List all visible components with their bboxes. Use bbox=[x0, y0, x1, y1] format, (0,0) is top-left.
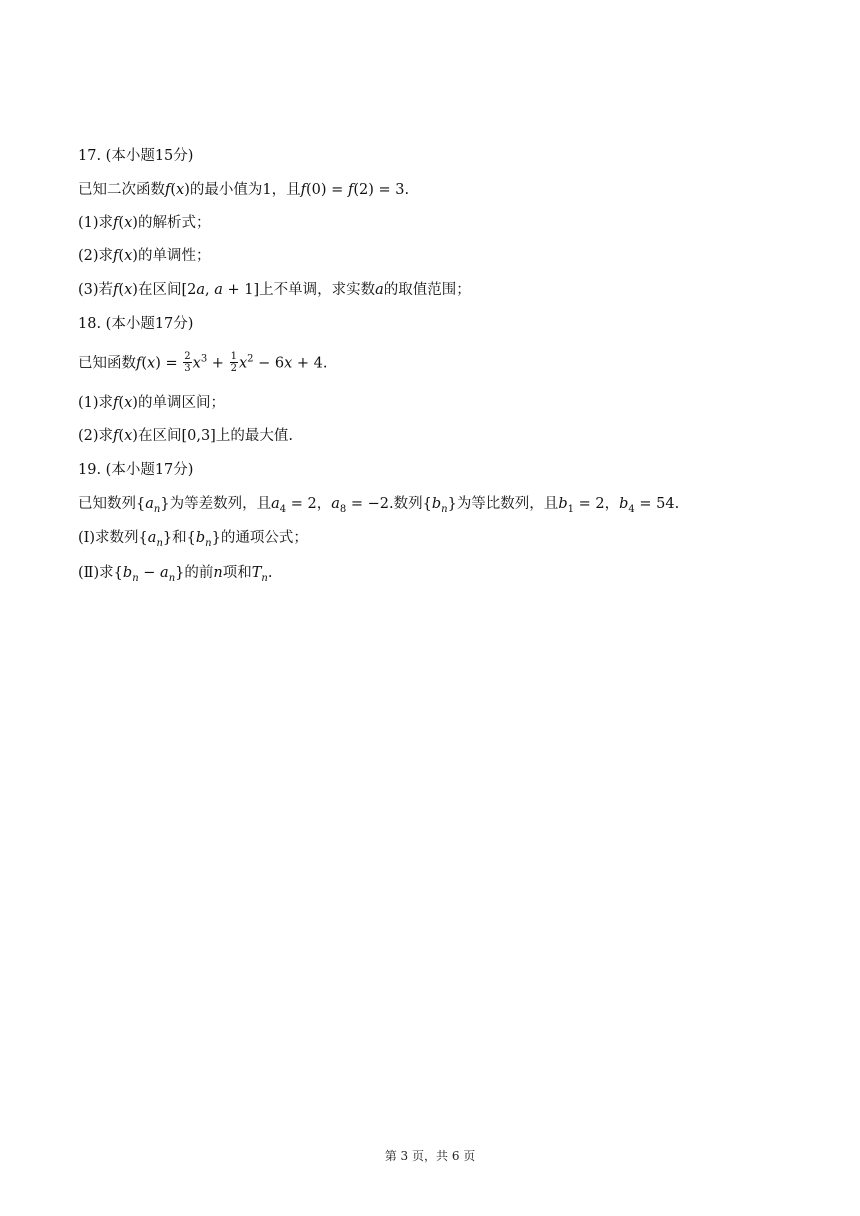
stem-text: . bbox=[404, 182, 410, 198]
stem-text: ， bbox=[316, 496, 332, 512]
question-text: 的解析式； bbox=[137, 215, 211, 231]
math-sub: 1 bbox=[567, 503, 574, 515]
problem-17-q2 bbox=[78, 246, 210, 266]
math-paren: ( bbox=[118, 428, 125, 444]
math-a: a bbox=[145, 496, 154, 512]
question-label: (2)求 bbox=[78, 428, 114, 444]
math-a: a bbox=[214, 282, 223, 298]
math-sub: n bbox=[132, 572, 139, 584]
question-label: (1)求 bbox=[78, 395, 114, 411]
problem-18-header-text: 18. (本小题17分) bbox=[78, 316, 194, 332]
math-f: f bbox=[113, 428, 119, 444]
math-a: a bbox=[271, 496, 280, 512]
math-x: x bbox=[124, 395, 133, 411]
math-x: x bbox=[147, 355, 156, 372]
math-f: f bbox=[113, 282, 119, 298]
problem-19-q1 bbox=[78, 528, 308, 548]
question-label: (2)求 bbox=[78, 248, 114, 264]
math-paren: ) bbox=[132, 395, 138, 411]
math-brace: { bbox=[138, 530, 148, 546]
question-text: 的单调区间； bbox=[137, 395, 225, 411]
question-text: 的取值范围； bbox=[383, 282, 471, 298]
math-x: x bbox=[124, 248, 133, 264]
math-sub: n bbox=[261, 572, 268, 584]
question-text: . bbox=[267, 565, 273, 581]
fraction-two-thirds: $\frac{2}{3}$ bbox=[184, 351, 191, 374]
math-op: − 6 bbox=[253, 355, 285, 372]
stem-text: . bbox=[674, 496, 680, 512]
question-text: 上不单调，求实数 bbox=[259, 282, 376, 298]
math-sub: n bbox=[156, 537, 163, 549]
stem-text: 为等比数列，且 bbox=[456, 496, 559, 512]
stem-text: 已知数列 bbox=[78, 496, 136, 512]
math-x: x bbox=[192, 355, 201, 372]
math-b: b bbox=[619, 496, 629, 512]
math-brace: } bbox=[175, 565, 185, 581]
stem-text: 为等差数列，且 bbox=[169, 496, 272, 512]
math-paren: ( bbox=[118, 395, 125, 411]
math-sub: n bbox=[205, 537, 212, 549]
math-paren: ) bbox=[132, 282, 138, 298]
problem-17-header-text: 17. (本小题15分) bbox=[78, 148, 194, 164]
math-expr: = 54 bbox=[634, 496, 675, 512]
math-a: a bbox=[331, 496, 340, 512]
question-text: 上的最大值. bbox=[215, 428, 293, 444]
problem-17-header bbox=[78, 146, 193, 166]
math-interval: [0,3] bbox=[181, 428, 216, 444]
problem-18-header bbox=[78, 314, 193, 334]
math-f: f bbox=[300, 182, 307, 198]
question-text: 在区间 bbox=[137, 428, 182, 444]
stem-text: 已知二次函数 bbox=[78, 182, 165, 198]
stem-text: 数列 bbox=[393, 496, 423, 512]
math-sub: 8 bbox=[339, 503, 347, 515]
math-a: a bbox=[196, 282, 205, 298]
question-text: 的单调性； bbox=[137, 248, 211, 264]
math-brace: } bbox=[162, 530, 173, 546]
math-expr: (2) = 3 bbox=[353, 182, 405, 198]
math-f: f bbox=[113, 215, 119, 231]
math-expr: ) = bbox=[155, 355, 183, 372]
math-x: x bbox=[124, 428, 133, 444]
problem-19-stem bbox=[78, 494, 679, 514]
math-interval: + 1] bbox=[222, 282, 260, 298]
question-label: (Ⅰ)求数列 bbox=[78, 530, 139, 546]
problem-18-q1 bbox=[78, 393, 225, 413]
math-interval: [2 bbox=[181, 282, 197, 298]
question-text: 和 bbox=[172, 530, 187, 546]
math-op: + 4 bbox=[292, 355, 323, 372]
math-paren: ) bbox=[184, 182, 190, 198]
math-expr: = 2 bbox=[573, 496, 605, 512]
problem-18-q2 bbox=[78, 426, 293, 446]
problem-19-header-text: 19. (本小题17分) bbox=[78, 462, 194, 478]
math-brace: { bbox=[422, 496, 432, 512]
math-brace: { bbox=[113, 565, 123, 581]
math-paren: ( bbox=[141, 355, 148, 372]
math-b: b bbox=[195, 530, 206, 546]
fraction-one-half: $\frac{1}{2}$ bbox=[230, 351, 237, 374]
stem-text: ， bbox=[604, 496, 620, 512]
math-brace: } bbox=[160, 496, 170, 512]
math-brace: } bbox=[211, 530, 221, 546]
math-paren: ( bbox=[118, 215, 125, 231]
math-brace: { bbox=[136, 496, 146, 512]
math-expr: (0) = bbox=[306, 182, 348, 198]
math-op: − bbox=[138, 565, 161, 581]
question-text: 项和 bbox=[222, 565, 252, 581]
math-sub: n bbox=[168, 572, 176, 584]
math-T: T bbox=[251, 565, 262, 581]
math-b: b bbox=[431, 496, 442, 512]
stem-text: 已知函数 bbox=[78, 355, 136, 372]
math-x: x bbox=[176, 182, 185, 198]
math-sub: n bbox=[441, 503, 448, 515]
math-expr: = 2 bbox=[286, 496, 317, 512]
question-label: (1)求 bbox=[78, 215, 114, 231]
math-paren: ( bbox=[170, 182, 177, 198]
math-x: x bbox=[238, 355, 248, 372]
math-paren: ) bbox=[132, 248, 138, 264]
math-b: b bbox=[558, 496, 568, 512]
problem-17-q1 bbox=[78, 213, 210, 233]
math-paren: ) bbox=[132, 428, 138, 444]
math-paren: ( bbox=[118, 248, 125, 264]
page-number-text: 第 3 页，共 6 页 bbox=[384, 1149, 476, 1163]
math-a: a bbox=[147, 530, 157, 546]
problem-18-stem bbox=[78, 352, 328, 375]
math-a: a bbox=[375, 282, 384, 298]
math-x: x bbox=[124, 215, 133, 231]
math-brace: { bbox=[186, 530, 196, 546]
question-text: 在区间 bbox=[137, 282, 182, 298]
math-a: a bbox=[160, 565, 169, 581]
math-sub: 4 bbox=[279, 503, 287, 515]
stem-text: . bbox=[322, 355, 328, 372]
math-paren: ( bbox=[118, 282, 125, 298]
math-f: f bbox=[347, 182, 354, 198]
question-label: (3)若 bbox=[78, 282, 114, 298]
math-x: x bbox=[124, 282, 133, 298]
math-comma: , bbox=[205, 282, 215, 298]
stem-text: 的最小值为1，且 bbox=[189, 182, 301, 198]
math-x: x bbox=[284, 355, 293, 372]
math-fx: f bbox=[165, 182, 171, 198]
question-text: 的前 bbox=[184, 565, 214, 581]
math-b: b bbox=[122, 565, 133, 581]
math-sub: n bbox=[153, 503, 161, 515]
math-brace: } bbox=[447, 496, 457, 512]
math-exp: 3 bbox=[200, 353, 208, 365]
math-sub: 4 bbox=[628, 503, 635, 515]
question-label: (Ⅱ)求 bbox=[78, 565, 114, 581]
problem-19-header bbox=[78, 460, 193, 480]
page-footer bbox=[0, 1147, 860, 1164]
math-f: f bbox=[113, 395, 119, 411]
math-n: n bbox=[213, 565, 223, 581]
math-paren: ) bbox=[132, 215, 138, 231]
math-exp: 2 bbox=[247, 353, 254, 365]
question-text: 的通项公式； bbox=[220, 530, 308, 546]
math-f: f bbox=[113, 248, 119, 264]
problem-19-q2 bbox=[78, 563, 272, 583]
math-expr: = −2. bbox=[346, 496, 394, 512]
math-op: + bbox=[207, 355, 229, 372]
problem-17-q3 bbox=[78, 280, 471, 300]
math-f: f bbox=[136, 355, 142, 372]
problem-17-stem bbox=[78, 180, 409, 200]
